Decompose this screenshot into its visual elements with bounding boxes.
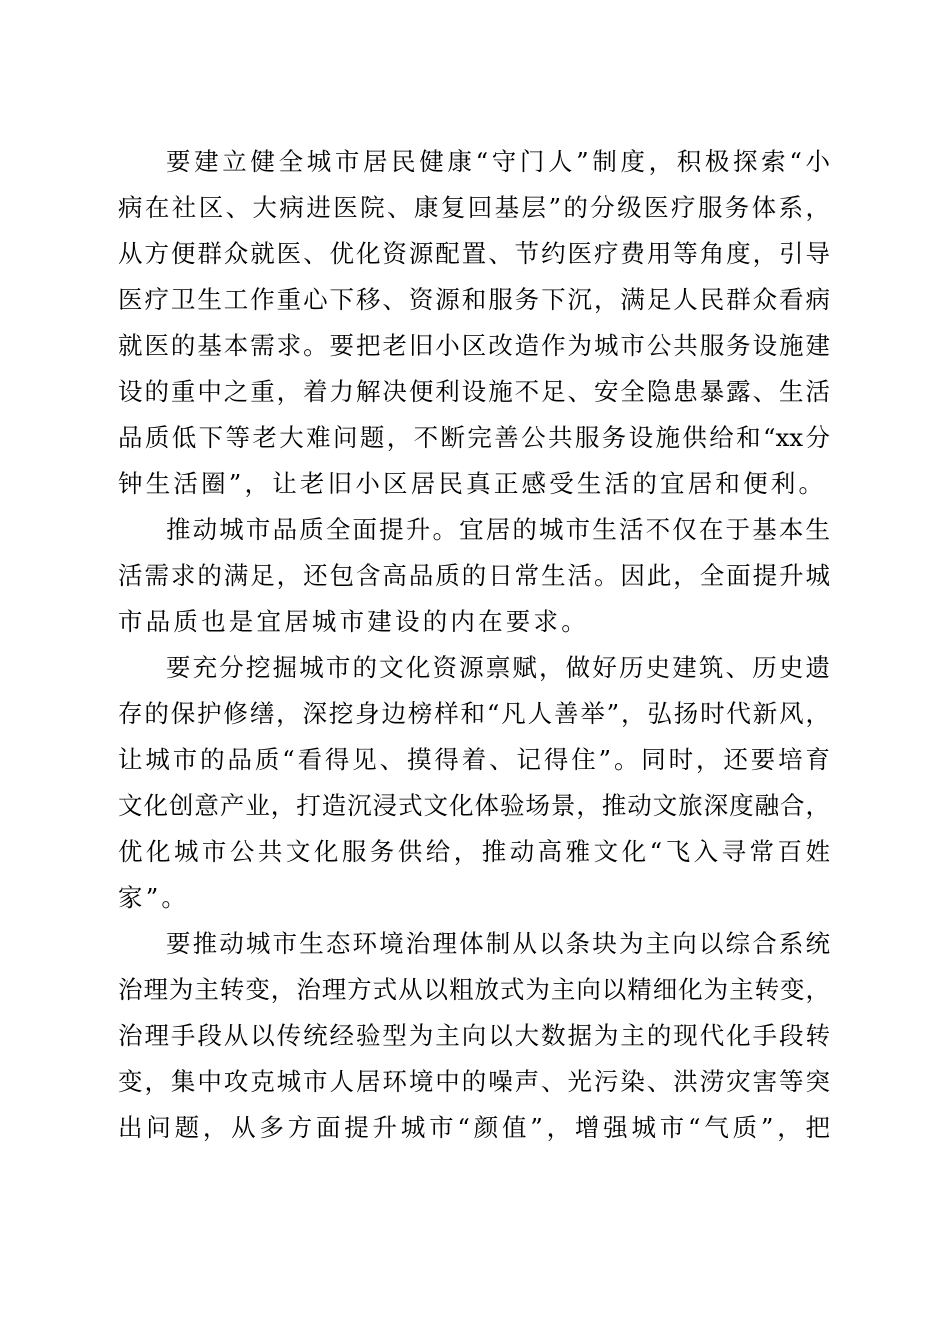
section-heading-line-1: 推动城市品质全面提升。宜居的城市生活不仅在于基本生 <box>166 515 830 544</box>
paragraph-4-line-1: 要推动城市生态环境治理体制从以条块为主向以综合系统 <box>166 929 830 958</box>
paragraph-1-line-1: 要建立健全城市居民健康“守门人”制度，积极探索“小 <box>166 147 830 176</box>
paragraph-3-line-6: 家”。 <box>118 883 190 912</box>
paragraph-1-line-8: 钟生活圈”，让老旧小区居民真正感受生活的宜居和便利。 <box>118 469 827 498</box>
paragraph-3-line-4: 文化创意产业，打造沉浸式文化体验场景，推动文旅深度融合， <box>118 791 830 820</box>
paragraph-4-line-3: 治理手段从以传统经验型为主向以大数据为主的现代化手段转 <box>118 1021 830 1050</box>
paragraph-2-line-3: 市品质也是宜居城市建设的内在要求。 <box>118 607 589 636</box>
paragraph-1-line-5: 就医的基本需求。要把老旧小区改造作为城市公共服务设施建 <box>118 331 830 360</box>
paragraph-3-line-3: 让城市的品质“看得见、摸得着、记得住”。同时，还要培育 <box>118 745 830 774</box>
paragraph-3-line-1: 要充分挖掘城市的文化资源禀赋，做好历史建筑、历史遗 <box>166 653 830 682</box>
paragraph-1-line-3: 从方便群众就医、优化资源配置、节约医疗费用等角度，引导 <box>118 239 830 268</box>
paragraph-4-line-5: 出问题，从多方面提升城市“颜值”，增强城市“气质”，把 <box>118 1113 830 1142</box>
paragraph-4-line-2: 治理为主转变，治理方式从以粗放式为主向以精细化为主转变， <box>118 975 830 1004</box>
paragraph-1-line-4: 医疗卫生工作重心下移、资源和服务下沉，满足人民群众看病 <box>118 285 830 314</box>
paragraph-3-line-5: 优化城市公共文化服务供给，推动高雅文化“飞入寻常百姓 <box>118 837 830 866</box>
paragraph-4-line-4: 变，集中攻克城市人居环境中的噪声、光污染、洪涝灾害等突 <box>118 1067 830 1096</box>
paragraph-1-line-7: 品质低下等老大难问题，不断完善公共服务设施供给和“xx分 <box>118 423 830 452</box>
paragraph-3-line-2: 存的保护修缮，深挖身边榜样和“凡人善举”，弘扬时代新风， <box>118 699 830 728</box>
paragraph-2-line-2: 活需求的满足，还包含高品质的日常生活。因此，全面提升城 <box>118 561 830 590</box>
paragraph-1-line-6: 设的重中之重，着力解决便利设施不足、安全隐患暴露、生活 <box>118 377 830 406</box>
paragraph-1-line-2: 病在社区、大病进医院、康复回基层”的分级医疗服务体系， <box>118 193 830 222</box>
